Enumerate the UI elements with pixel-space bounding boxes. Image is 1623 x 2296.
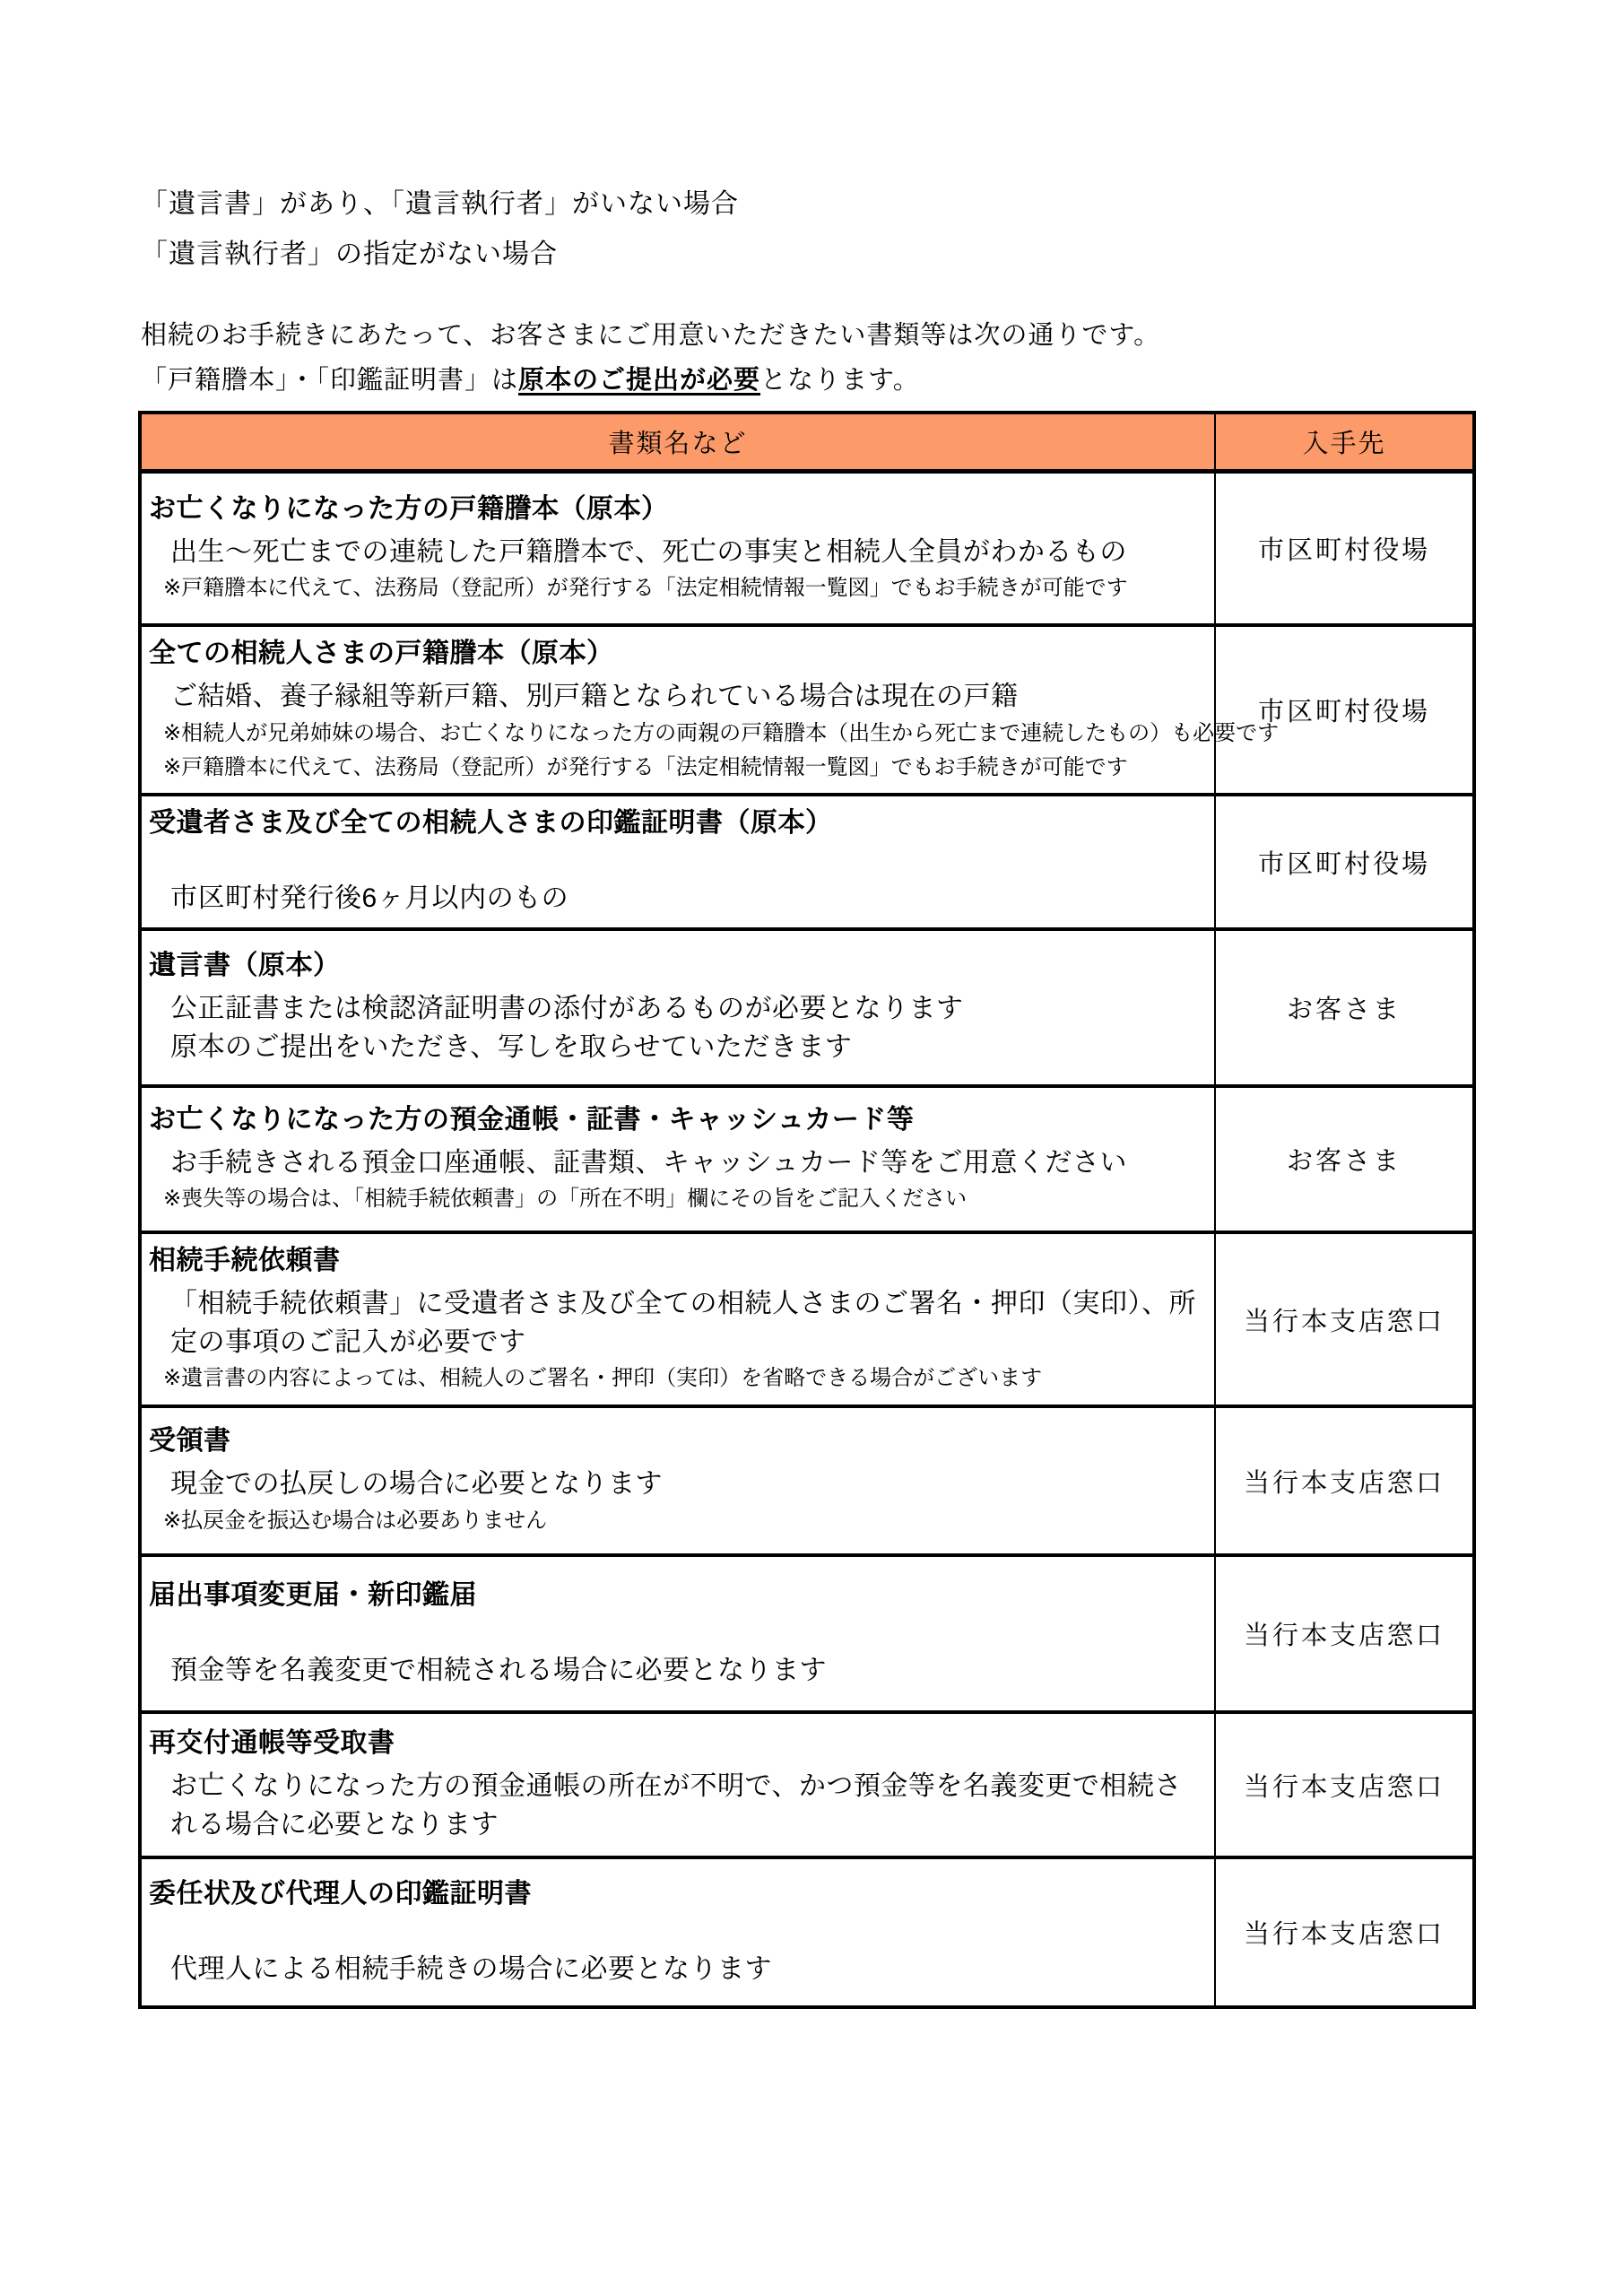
header-document-name: 書類名など bbox=[140, 413, 1215, 471]
source-cell bbox=[1215, 625, 1474, 795]
document-description: ご結婚、養子縁組等新戸籍、別戸籍となられている場合は現在の戸籍 bbox=[170, 682, 1019, 711]
source-cell bbox=[1215, 1232, 1474, 1406]
source-label: 当行本支店窓口 bbox=[1243, 1468, 1445, 1498]
source-label: 当行本支店窓口 bbox=[1243, 1920, 1445, 1950]
document-cell bbox=[140, 1086, 1215, 1232]
intro-line-1: 相続のお手続きにあたって、お客さまにご用意いただきたい書類等は次の通りです。 bbox=[141, 321, 1161, 350]
intro-paragraph bbox=[141, 323, 1160, 413]
intro-line-2-emphasis: 原本のご提出が必要 bbox=[518, 366, 761, 395]
document-description: 原本のご提出をいただき、写しを取らせていただきます bbox=[170, 1032, 853, 1062]
source-cell bbox=[1215, 1406, 1474, 1555]
document-title: 委任状及び代理人の印鑑証明書 bbox=[149, 1878, 532, 1909]
source-cell bbox=[1215, 1555, 1474, 1712]
intro-line-2-prefix: 「戸籍謄本」・「印鑑証明書」は bbox=[141, 366, 519, 395]
source-label: 市区町村役場 bbox=[1257, 535, 1430, 565]
header-source: 入手先 bbox=[1215, 413, 1474, 471]
document-note: ※遺言書の内容によっては、相続人のご署名・押印（実印）を省略できる場合がございます bbox=[163, 1366, 1043, 1391]
table-row bbox=[140, 1857, 1474, 2007]
table-row bbox=[140, 1406, 1474, 1555]
document-title: 受遺者さま及び全ての相続人さまの印鑑証明書（原本） bbox=[149, 808, 833, 839]
document-description: 代理人による相続手続きの場合に必要となります bbox=[170, 1953, 772, 1984]
document-title: 届出事項変更届・新印鑑届 bbox=[149, 1579, 477, 1610]
document-cell bbox=[140, 1232, 1215, 1406]
document-title: お亡くなりになった方の戸籍謄本（原本） bbox=[149, 493, 669, 524]
document-title: 全ての相続人さまの戸籍謄本（原本） bbox=[149, 639, 614, 668]
source-label: 当行本支店窓口 bbox=[1243, 1622, 1445, 1651]
document-cell bbox=[140, 929, 1215, 1086]
document-note: ※戸籍謄本に代えて、法務局（登記所）が発行する「法定相続情報一覧図」でもお手続きが可能です bbox=[163, 754, 1128, 779]
source-cell bbox=[1215, 929, 1474, 1086]
document-description: 公正証書または検認済証明書の添付があるものが必要となります bbox=[170, 994, 964, 1024]
table-row bbox=[140, 929, 1474, 1086]
required-documents-table bbox=[138, 411, 1476, 2009]
document-cell bbox=[140, 1406, 1215, 1555]
document-title: 再交付通帳等受取書 bbox=[149, 1728, 395, 1758]
source-label: 市区町村役場 bbox=[1257, 698, 1430, 727]
condition-line-2: 「遺言執行者」の指定がない場合 bbox=[141, 239, 558, 269]
document-cell bbox=[140, 1712, 1215, 1857]
source-label: 当行本支店窓口 bbox=[1243, 1307, 1445, 1336]
table-row bbox=[140, 471, 1474, 625]
table-row bbox=[140, 1555, 1474, 1712]
document-cell bbox=[140, 1857, 1215, 2007]
source-cell bbox=[1215, 1086, 1474, 1232]
document-note: ※払戻金を振込む場合は必要ありません bbox=[163, 1508, 548, 1533]
document-description: 出生～死亡までの連続した戸籍謄本で、死亡の事実と相続人全員がわかるもの bbox=[170, 536, 1127, 567]
document-title: 受領書 bbox=[149, 1426, 231, 1457]
source-label: お客さま bbox=[1286, 996, 1402, 1024]
condition-lines bbox=[141, 191, 739, 291]
document-cell bbox=[140, 625, 1280, 795]
source-cell bbox=[1215, 1712, 1474, 1857]
intro-line-2-suffix: となります。 bbox=[760, 366, 920, 395]
document-note: ※相続人が兄弟姉妹の場合、お亡くなりになった方の両親の戸籍謄本（出生から死亡まで連続したもの）も必要です bbox=[163, 720, 1280, 745]
table-row bbox=[140, 625, 1474, 795]
source-cell bbox=[1215, 471, 1474, 625]
document-description: 市区町村発行後6ヶ月以内のもの bbox=[170, 883, 569, 914]
document-title: 相続手続依頼書 bbox=[149, 1246, 341, 1275]
table-row bbox=[140, 795, 1474, 929]
table-row bbox=[140, 1232, 1474, 1406]
document-description: 預金等を名義変更で相続される場合に必要となります bbox=[170, 1655, 827, 1685]
document-title: 遺言書（原本） bbox=[149, 951, 341, 981]
table-header-row bbox=[140, 413, 1474, 471]
intro-line-2 bbox=[141, 368, 1160, 394]
table-row bbox=[140, 1086, 1474, 1232]
document-description: お亡くなりになった方の預金通帳の所在が不明で、かつ預金等を名義変更で相続される場合に必要となります bbox=[170, 1771, 1182, 1839]
condition-line-1: 「遺言書」があり、「遺言執行者」がいない場合 bbox=[141, 189, 739, 219]
source-cell bbox=[1215, 795, 1474, 929]
document-cell bbox=[140, 1555, 1215, 1712]
source-label: 当行本支店窓口 bbox=[1243, 1772, 1445, 1802]
document-note: ※戸籍謄本に代えて、法務局（登記所）が発行する「法定相続情報一覧図」でもお手続きが可能です bbox=[163, 576, 1128, 601]
document-description: 「相続手続依頼書」に受遺者さま及び全ての相続人さまのご署名・押印（実印）、所定の事項のご記入が必要です bbox=[170, 1289, 1196, 1357]
document-description: 現金での払戻しの場合に必要となります bbox=[170, 1469, 663, 1500]
source-cell bbox=[1215, 1857, 1474, 2007]
document-cell bbox=[140, 795, 1215, 929]
document-cell bbox=[140, 471, 1215, 625]
document-title: お亡くなりになった方の預金通帳・証書・キャッシュカード等 bbox=[149, 1104, 915, 1135]
source-label: お客さま bbox=[1286, 1147, 1402, 1176]
table-row bbox=[140, 1712, 1474, 1857]
document-description: お手続きされる預金口座通帳、証書類、キャッシュカード等をご用意ください bbox=[170, 1147, 1127, 1178]
source-label: 市区町村役場 bbox=[1257, 849, 1430, 879]
document-note: ※喪失等の場合は、「相続手続依頼書」の「所在不明」欄にその旨をご記入ください bbox=[163, 1187, 968, 1212]
